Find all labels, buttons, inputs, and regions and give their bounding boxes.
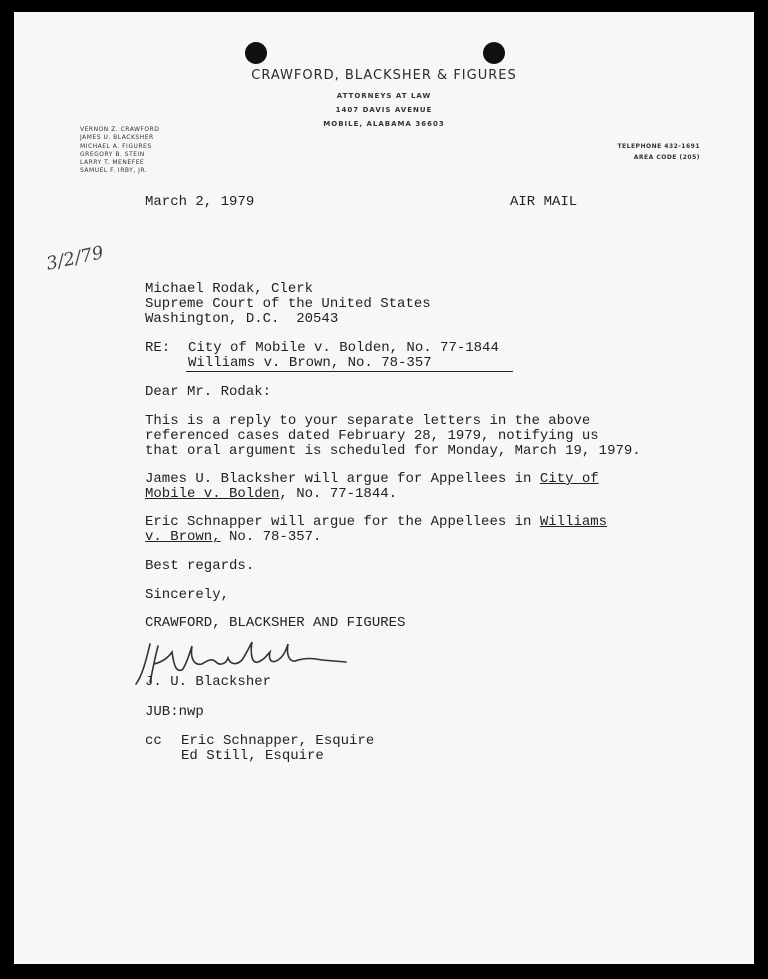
body-paragraph-2-line-1: James U. Blacksher will argue for Appellees in City of (145, 471, 599, 487)
partner-name: JAMES U. BLACKSHER (80, 134, 154, 142)
punch-hole-right (483, 42, 505, 64)
letter-date: March 2, 1979 (145, 194, 255, 210)
closing: Best regards. (145, 558, 255, 574)
re-case-1: City of Mobile v. Bolden, No. 77-1844 (188, 340, 499, 356)
typist-initials: JUB:nwp (145, 704, 204, 720)
body-paragraph-3-line-2: v. Brown, No. 78-357. (145, 529, 322, 545)
body-paragraph-2-line-2: Mobile v. Bolden, No. 77-1844. (145, 486, 398, 502)
telephone: TELEPHONE 432-1691 (617, 143, 700, 150)
letterhead-line-1: ATTORNEYS AT LAW (336, 92, 432, 100)
signer-name: J. U. Blacksher (145, 674, 272, 690)
cc-recipient: Eric Schnapper, Esquire (181, 733, 375, 749)
punch-hole-left (245, 42, 267, 64)
delivery-method: AIR MAIL (510, 194, 578, 210)
handwritten-date-note: 3/2/79 (44, 242, 106, 275)
addressee-line: Washington, D.C. 20543 (145, 311, 339, 327)
body-line: referenced cases dated February 28, 1979, notifying us (145, 428, 599, 444)
partner-name: SAMUEL F. IRBY, JR. (80, 167, 148, 175)
area-code: AREA CODE (205) (633, 154, 700, 161)
partner-list (80, 126, 159, 176)
re-underline (186, 371, 513, 372)
cc-recipient: Ed Still, Esquire (181, 748, 324, 764)
letterhead-city: MOBILE, ALABAMA 36603 (323, 120, 445, 128)
partner-name: MICHAEL A. FIGURES (80, 142, 152, 150)
phone-block (617, 141, 700, 163)
partner-name: LARRY T. MENEFEE (80, 159, 145, 167)
addressee-line: Michael Rodak, Clerk (145, 281, 314, 297)
re-case-2: Williams v. Brown, No. 78-357 (188, 355, 432, 371)
cc-label: cc (145, 733, 162, 749)
letterhead-address: 1407 DAVIS AVENUE (335, 106, 433, 114)
signature-block: CRAWFORD, BLACKSHER AND FIGURES (145, 615, 406, 631)
re-label: RE: (145, 340, 171, 356)
body-line: This is a reply to your separate letters in the above (145, 413, 591, 429)
body-paragraph-3-line-1: Eric Schnapper will argue for the Appellees in Williams (145, 514, 608, 530)
addressee-line: Supreme Court of the United States (145, 296, 431, 312)
partner-name: GREGORY B. STEIN (80, 150, 145, 158)
firm-name: CRAWFORD, BLACKSHER & FIGURES (251, 68, 517, 83)
body-line: that oral argument is scheduled for Monday, March 19, 1979. (145, 443, 641, 459)
salutation: Dear Mr. Rodak: (145, 384, 272, 400)
sincerely: Sincerely, (145, 587, 230, 603)
partner-name: VERNON Z. CRAWFORD (80, 126, 160, 133)
